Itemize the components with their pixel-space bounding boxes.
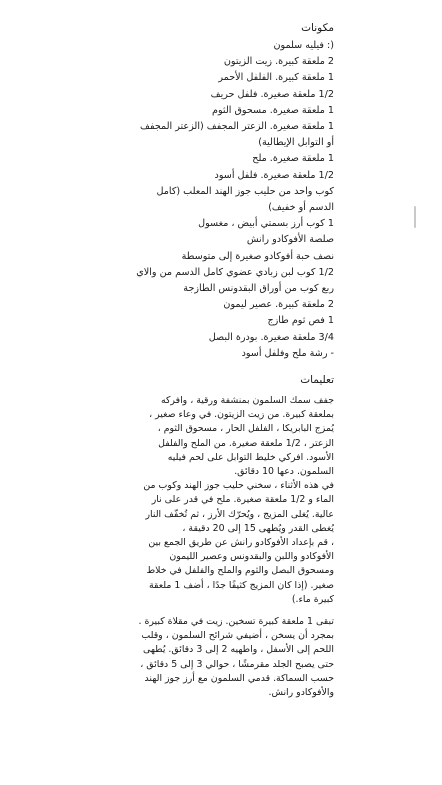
ingredient-line: نصف حبة أفوكادو صغيرة إلى متوسطة — [181, 250, 334, 262]
instruction-line: الأسود. افركي خليط التوابل على لحم فيليه — [167, 451, 334, 463]
instruction-line: السلمون. دعها 10 دقائق. — [234, 466, 334, 478]
ingredient-line: - رشة ملح وفلفل أسود — [241, 347, 334, 359]
ingredient-line: 3/4 ملعقة صغيرة. بودرة البصل — [208, 331, 334, 343]
ingredient-line: 1 ملعقة صغيرة. ملح — [252, 153, 334, 165]
ingredients-section — [84, 20, 334, 362]
instruction-line: جفف سمك السلمون بمنشفة ورقية ، وافركه — [160, 395, 334, 406]
instruction-line: بمجرد أن يسخن ، أضيفي شرائح السلمون ، وقلب — [141, 630, 334, 642]
ingredient-line: صلصة الأفوكادو رانش — [246, 234, 334, 246]
ingredient-line: 1 ملعقة صغيرة. الزعتر المجفف (الزعتر المجفف — [140, 121, 334, 133]
ingredients-heading: مكونات — [301, 22, 334, 34]
instruction-line: تبقى 1 ملعقة كبيرة تسخين. زيت في مقلاة كبيرة . — [138, 616, 334, 628]
instruction-line: ، قم بإعداد الأفوكادو رانش عن طريق الجمع بين — [148, 537, 334, 549]
instruction-line: والأفوكادو رانش. — [268, 687, 334, 699]
ingredient-line: 2 ملعقة كبيرة. عصير ليمون — [223, 299, 334, 311]
instruction-line: الماء و 1/2 ملعقة صغيرة. ملح في قدر على نار — [151, 494, 334, 506]
ingredient-line: 1 فص ثوم طازج — [267, 315, 334, 327]
instruction-line: الأفوكادو واللبن والبقدونس وعصير الليمون — [169, 551, 334, 563]
instruction-line: بملعقة كبيرة. من زيت الزيتون. في وعاء صغير ، — [149, 409, 334, 421]
ingredient-line: الدسم أو خفيف) — [268, 202, 334, 214]
ingredient-line: 1 كوب أرز بسمتي أبيض ، مغسول — [198, 218, 334, 230]
ingredient-line: أو التوابل الإيطالية) — [258, 137, 334, 149]
ingredient-line: 1/2 كوب لبن زبادي عضوي كامل الدسم من والاي — [136, 266, 334, 278]
instruction-line: كبيرة ماء.) — [291, 593, 334, 605]
instruction-line: حسب السماكة. قدمي السلمون مع أرز جوز الهند — [144, 672, 334, 684]
ingredient-line: كوب واحد من حليب جوز الهند المعلب (كامل — [156, 185, 334, 197]
instruction-line: حتى يصبح الجلد مقرمشًا ، حوالي 3 إلى 5 دقائق ، — [140, 658, 334, 670]
bottom-fade — [0, 777, 442, 785]
instructions-section — [94, 372, 334, 700]
ingredient-line: (: فيليه سلمون — [273, 40, 334, 51]
spacer — [94, 607, 334, 615]
ingredient-line: 1/2 ملعقة صغيرة. فلفل حريف — [210, 88, 334, 100]
ingredient-line: 1/2 ملعقة صغيرة. فلفل أسود — [214, 169, 334, 181]
instruction-line: يُغطى القدر ويُطهى 15 إلى 20 دقيقة ، — [182, 522, 334, 534]
ingredient-line: 1 ملعقة صغيرة. مسحوق الثوم — [212, 104, 334, 116]
instruction-line: الزعتر ، 1/2 ملعقة صغيرة. من الملح والفلفل — [158, 437, 334, 449]
instruction-line: صغير. (إذا كان المزيج كثيفًا جدًا ، أضف 1 ملعقة — [149, 579, 334, 591]
scrollbar-thumb[interactable] — [414, 206, 416, 228]
instruction-line: عالية. يُغلى المزيج ، ويُحرّك الأرز ، ثم تُخفّف النار — [145, 508, 334, 520]
instructions-heading: تعليمات — [300, 374, 334, 386]
instruction-line: في هذه الأثناء ، سخني حليب جوز الهند وكوب من — [143, 480, 334, 492]
instruction-line: ومسحوق البصل والثوم والملح والفلفل في خلاط — [146, 565, 334, 577]
ingredient-line: 2 ملعقة كبيرة. زيت الزيتون — [223, 56, 334, 68]
ingredient-line: 1 ملعقة كبيرة. الفلفل الأحمر — [218, 72, 334, 84]
instruction-line: يُمزج البابريكا ، الفلفل الحار ، مسحوق الثوم ، — [157, 423, 334, 435]
ingredient-line: ربع كوب من أوراق البقدونس الطازجة — [183, 283, 334, 295]
instruction-line: اللحم إلى الأسفل ، واطهيه 2 إلى 3 دقائق. يُطهى — [143, 644, 334, 656]
